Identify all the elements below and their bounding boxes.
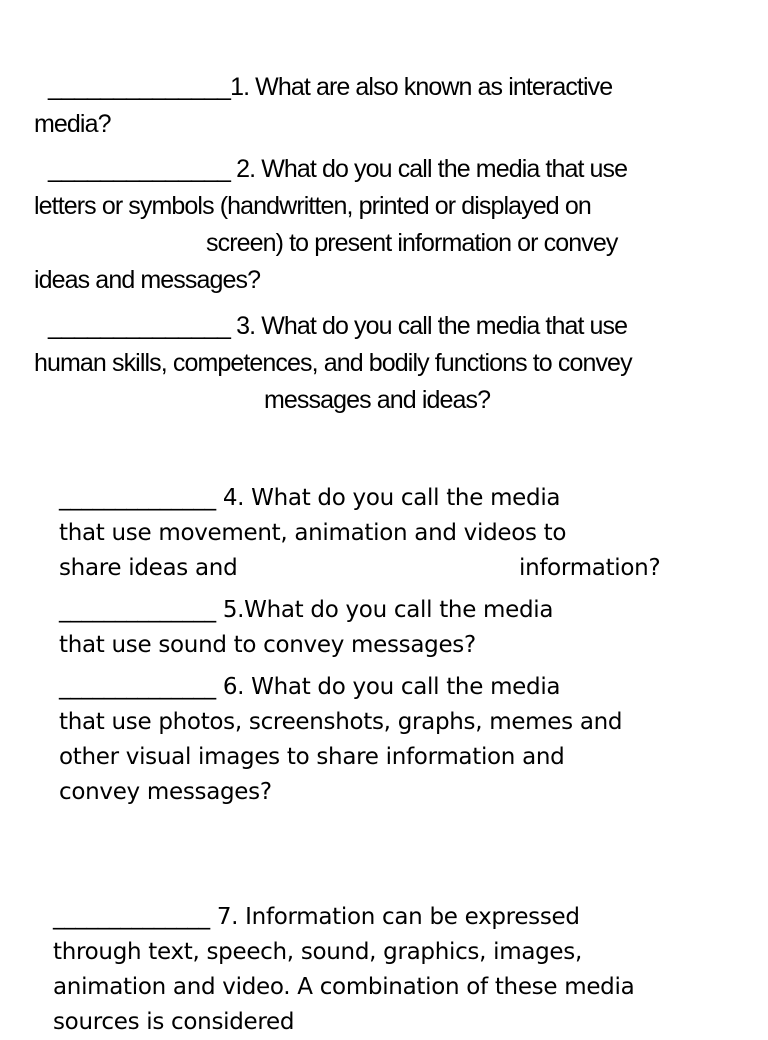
answer-blank-2[interactable]: ______________ — [48, 155, 231, 183]
question-2 — [34, 151, 627, 299]
question-7-line-2: through text, speech, sound, graphics, images, — [53, 939, 582, 965]
question-7 — [53, 900, 634, 1040]
question-4 — [59, 481, 661, 586]
question-6-line-4: convey messages? — [59, 779, 272, 805]
answer-blank-3[interactable]: ______________ — [48, 312, 231, 340]
question-7-line-3: animation and video. A combination of these media — [53, 974, 635, 1000]
question-1 — [34, 69, 612, 143]
question-7-line-4: sources is considered — [53, 1009, 295, 1035]
question-6-line-1: ______________ 6. What do you call the media — [59, 670, 622, 705]
question-2-line-3: screen) to present information or convey — [206, 229, 618, 257]
answer-blank-5[interactable]: ______________ — [59, 597, 216, 623]
question-2-line-4: ideas and messages? — [34, 266, 261, 294]
answer-blank-4[interactable]: ______________ — [59, 485, 216, 511]
question-3-line-2: human skills, competences, and bodily functions to convey — [34, 349, 632, 377]
question-2-line-1: ______________ 2. What do you call the media that use — [34, 151, 627, 188]
question-4-line-3: share ideas and information? — [59, 555, 661, 581]
question-3 — [34, 308, 632, 419]
question-6 — [59, 670, 622, 810]
answer-blank-6[interactable]: ______________ — [59, 674, 216, 700]
question-3-line-3: messages and ideas? — [264, 386, 491, 414]
question-6-line-3: other visual images to share information and — [59, 744, 565, 770]
question-5 — [59, 593, 553, 663]
question-7-line-1: ______________ 7. Information can be expressed — [53, 900, 634, 935]
question-5-line-1: ______________ 5.What do you call the media — [59, 593, 553, 628]
question-3-line-1: ______________ 3. What do you call the media that use — [34, 308, 632, 345]
question-1-line-1: ______________1. What are also known as interactive — [34, 69, 612, 106]
question-6-line-2: that use photos, screenshots, graphs, memes and — [59, 709, 623, 735]
answer-blank-7[interactable]: ______________ — [53, 904, 210, 930]
answer-blank-1[interactable]: ______________ — [48, 73, 231, 101]
question-5-line-2: that use sound to convey messages? — [59, 632, 476, 658]
question-4-line-2: that use movement, animation and videos to — [59, 520, 567, 546]
question-4-line-1: ______________ 4. What do you call the media — [59, 481, 566, 516]
question-2-line-2: letters or symbols (handwritten, printed or displayed on — [34, 192, 591, 220]
question-1-line-2: media? — [34, 110, 111, 138]
